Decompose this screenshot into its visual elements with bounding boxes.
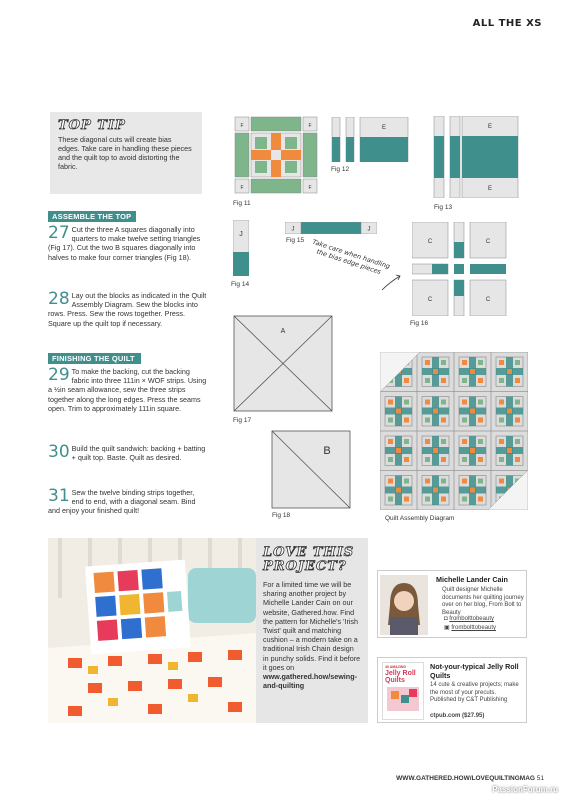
project-body-text: For a limited time we will be sharing another project by Michelle Lander Cain on our website, Gathered.how. Find the pattern for Michelle's 'Irish Twist' quilt and matching cushion – a modern take on a traditional Irish Chain design in punchy solids. Find it before it goes on [263, 580, 361, 672]
fig-17-a-label: A [280, 328, 286, 335]
designer-avatar [380, 575, 428, 635]
quilt-photo [48, 538, 256, 723]
footer [396, 775, 544, 782]
book-price: ($27.95) [462, 713, 485, 719]
page-number: 51 [536, 775, 544, 782]
fig-13-e-label-bottom: E [487, 186, 493, 192]
book-body: 14 cute & creative projects; make the most of your precuts. Published by C&T Publishing [430, 682, 519, 704]
book-cover-title: Jelly Roll Quilts [385, 670, 416, 684]
book-title: Not-your-typical Jelly Roll Quilts [430, 662, 519, 680]
fig-13-e-label-top: E [487, 124, 493, 130]
step-28-number: 28 [48, 289, 70, 309]
designer-name: Michelle Lander Cain [436, 575, 508, 584]
fig-11-f-label-2: F [308, 123, 312, 129]
project-body [263, 580, 361, 690]
finishing-heading: FINISHING THE QUILT [48, 353, 141, 364]
step-30 [48, 444, 208, 462]
quilt-assembly-diagram [380, 352, 528, 510]
step-27 [48, 225, 208, 262]
footer-url[interactable]: WWW.GATHERED.HOW/LOVEQUILTINGMAG [396, 775, 535, 782]
fig-13-label: Fig 13 [434, 204, 453, 211]
book-cover [382, 662, 424, 720]
fig-16-c-label-3: C [427, 297, 433, 303]
step-30-number: 30 [48, 442, 70, 462]
book-link: ctpub.com [430, 713, 461, 719]
fig-16-label: Fig 16 [410, 320, 429, 327]
step-31-number: 31 [48, 486, 70, 506]
instagram-row[interactable] [444, 616, 494, 624]
fig-12-label: Fig 12 [331, 166, 350, 173]
fig-11-f-label-4: F [308, 185, 312, 191]
book-card [377, 657, 527, 723]
designer-card [377, 570, 527, 638]
fig-11-diagram [233, 115, 319, 195]
fig-16-c-label-2: C [485, 239, 491, 245]
fig-18-label: Fig 18 [272, 512, 291, 519]
step-27-number: 27 [48, 223, 70, 243]
project-title: LOVE THIS PROJECT? [263, 545, 355, 574]
fig-12-diagram [330, 117, 410, 162]
facebook-icon: ▣ [444, 625, 452, 631]
fig-14-j-label: J [239, 231, 243, 238]
fig-11-f-label-3: F [240, 185, 244, 191]
instagram-icon: ◘ [444, 616, 450, 622]
assemble-heading: ASSEMBLE THE TOP [48, 211, 136, 222]
fig-18-b-label: B [323, 445, 331, 457]
section-title: ALL THE XS [472, 18, 542, 29]
top-tip-body: These diagonal cuts will create bias edges. Take care in handling these pieces and the quilt top to avoid distorting the fabric. [58, 135, 192, 171]
book-cover-top: 40 AMAZING [385, 665, 407, 669]
step-28 [48, 291, 208, 328]
designer-bio: Quilt designer Michelle documents her quilting journey over on her blog, From Bolt to Beauty [442, 587, 524, 616]
fig-16-diagram [412, 222, 520, 316]
fig-17-diagram [233, 315, 333, 412]
fig-18-diagram [271, 430, 351, 509]
fig-14-diagram [233, 220, 249, 276]
step-30-text: Build the quilt sandwich: backing + batting + quilt top. Baste. Quilt as desired. [71, 444, 206, 463]
bias-note: Take care when handling the bias edge pieces [311, 237, 392, 277]
fig-17-label: Fig 17 [233, 417, 252, 424]
love-this-project-box [256, 538, 368, 723]
fig-14-label: Fig 14 [231, 281, 250, 288]
fig-11-f-label-1: F [240, 123, 244, 129]
note-arrow [380, 272, 404, 292]
assembly-label: Quilt Assembly Diagram [385, 515, 455, 522]
fig-15-j-label-2: J [367, 226, 371, 233]
fig-13-diagram [432, 116, 520, 198]
fig-15-diagram [285, 222, 377, 234]
step-27-text: Cut the three A squares diagonally into quarters to make twelve setting triangles (Fig 17). Cut the two B squares diagonally into halves to make four corner triangles (Fig 18). [48, 225, 201, 262]
fig-11-label: Fig 11 [233, 200, 251, 207]
fig-12-e-label: E [381, 125, 387, 131]
step-29-number: 29 [48, 365, 70, 385]
fig-15-j-label-1: J [291, 226, 295, 233]
top-tip-title: TOP TIP [58, 118, 126, 133]
step-31 [48, 488, 208, 516]
quilt-photo-art [48, 538, 256, 723]
book-link-row[interactable] [430, 713, 484, 721]
facebook-handle: frombolttobeauty [451, 625, 497, 631]
step-29-text: To make the backing, cut the backing fabric into three 111in × WOF strips. Using a ½in seam allowance, sew the three strips together along the long edges. Press the seams open. Trim to approximately 111in square. [48, 367, 207, 413]
book-cover-art [383, 685, 423, 713]
watermark: PassionForum.ru [492, 785, 558, 794]
fig-15-label: Fig 15 [286, 237, 305, 244]
step-29 [48, 367, 208, 413]
instagram-handle: frombolttobeauty [449, 616, 494, 622]
fig-16-c-label-4: C [485, 297, 491, 303]
step-28-text: Lay out the blocks as indicated in the Quilt Assembly Diagram. Sew the blocks into rows. Press. Sew the rows together. Press. Square up the quilt top if necessary. [48, 291, 207, 328]
top-tip-box [50, 112, 202, 194]
project-link[interactable]: www.gathered.how/sewing-and-quilting [263, 672, 357, 691]
facebook-row[interactable] [444, 625, 496, 633]
step-31-text: Sew the twelve binding strips together, end to end, with a diagonal seam. Bind and enjoy your finished quilt! [48, 488, 196, 516]
fig-16-c-label-1: C [427, 239, 433, 245]
